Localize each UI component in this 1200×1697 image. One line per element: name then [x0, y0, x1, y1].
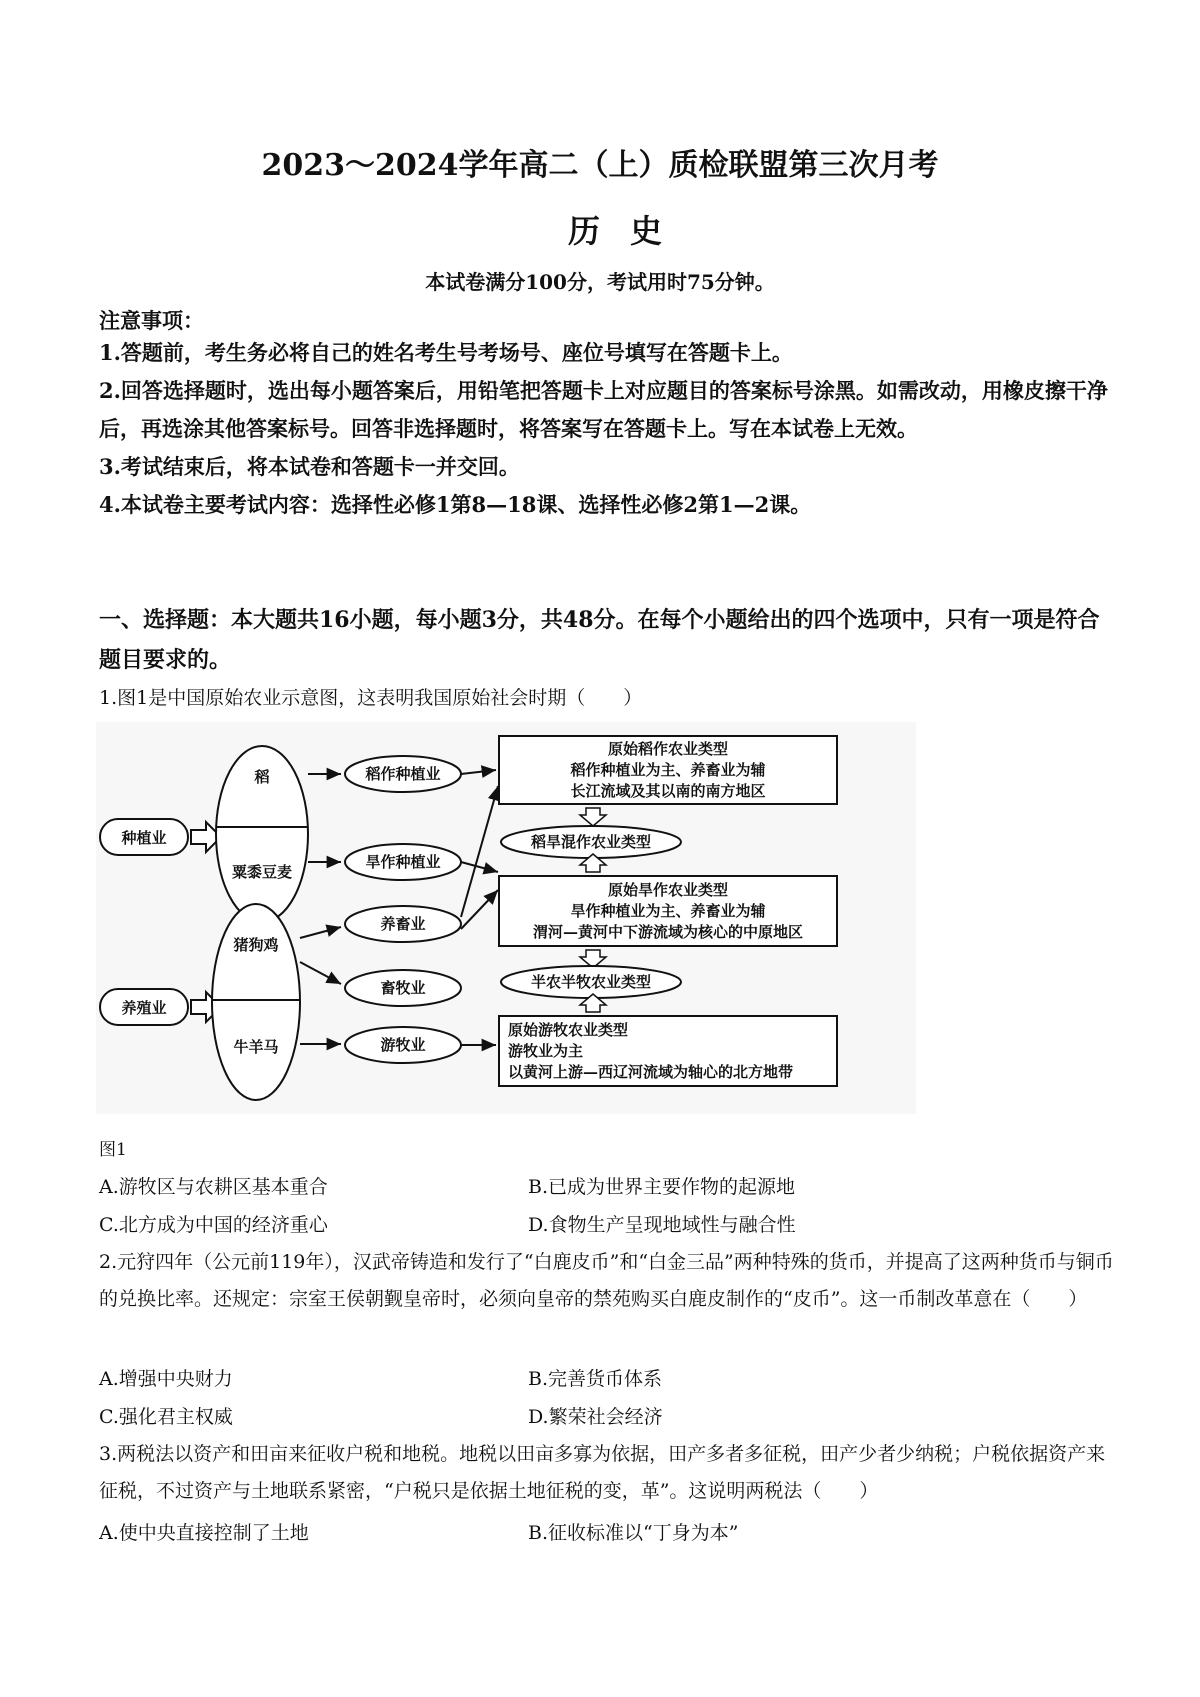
figure-1-diagram — [96, 722, 916, 1114]
q2-stem: 2.元狩四年（公元前119年），汉武帝铸造和发行了“白鹿皮币”和“白金三品”两种特殊的货币，并提高了这两种货币与铜币的兑换比率。还规定：宗室王侯朝觐皇帝时，必须向皇帝的禁苑购买白鹿皮制作的“皮币”。这一币制改革意在（ ） — [99, 1251, 1114, 1310]
notice-item: 4.本试卷主要考试内容：选择性必修1第8—18课、选择性必修2第1—2课。 — [99, 492, 812, 517]
livestock-label: 畜牧业 — [380, 979, 426, 997]
notice-item: 1.答题前，考生务必将自己的姓名考生号考场号、座位号填写在答题卡上。 — [99, 340, 793, 365]
q1-stem: 1.图1是中国原始农业示意图，这表明我国原始社会时期（ ） — [99, 687, 643, 709]
dry-farming-label: 旱作种植业 — [365, 853, 441, 871]
nomadic-label: 游牧业 — [380, 1036, 426, 1054]
planting-label: 种植业 — [121, 829, 167, 847]
q2-option-b: B.完善货币体系 — [528, 1368, 663, 1390]
q3-option-b: B.征收标准以“丁身为本” — [528, 1522, 739, 1544]
husbandry-label: 养畜业 — [380, 915, 426, 933]
box2-line2: 旱作种植业为主、养畜业为辅 — [570, 902, 766, 920]
box2-line1: 原始旱作农业类型 — [607, 881, 729, 899]
q2-option-a: A.增强中央财力 — [99, 1368, 233, 1390]
subject-title: 历史 — [567, 212, 692, 250]
rice-farming-label: 稻作种植业 — [365, 765, 441, 783]
exam-info: 本试卷满分100分，考试用时75分钟。 — [425, 270, 775, 294]
pig-label: 猪狗鸡 — [233, 936, 279, 954]
notice-heading: 注意事项： — [99, 308, 204, 333]
q2-option-c: C.强化君主权威 — [99, 1406, 233, 1428]
notice-list — [99, 334, 1119, 524]
q1-option-d: D.食物生产呈现地域性与融合性 — [528, 1214, 796, 1236]
box2-line3: 渭河—黄河中下游流域为核心的中原地区 — [532, 923, 804, 941]
q3-option-a: A.使中央直接控制了土地 — [99, 1522, 309, 1544]
q1-option-c: C.北方成为中国的经济重心 — [99, 1214, 328, 1236]
figure-1-label: 图1 — [99, 1140, 127, 1160]
box1-line2: 稻作种植业为主、养畜业为辅 — [570, 761, 766, 779]
semi-label: 半农半牧农业类型 — [530, 973, 652, 991]
notice-item: 3.考试结束后，将本试卷和答题卡一并交回。 — [99, 454, 520, 479]
box1-line1: 原始稻作农业类型 — [607, 740, 729, 758]
mixed-label: 稻旱混作农业类型 — [530, 833, 652, 851]
section-heading: 一、选择题：本大题共16小题，每小题3分，共48分。在每个小题给出的四个选项中，只有一项是符合题目要求的。 — [99, 607, 1100, 673]
q1-option-b: B.已成为世界主要作物的起源地 — [528, 1176, 796, 1198]
millet-label: 粟黍豆麦 — [231, 863, 293, 881]
q2-option-d: D.繁荣社会经济 — [528, 1406, 663, 1428]
box3-line1: 原始游牧农业类型 — [508, 1021, 629, 1039]
box3-line3: 以黄河上游—西辽河流域为轴心的北方地带 — [508, 1063, 794, 1081]
notice-item: 2.回答选择题时，选出每小题答案后，用铅笔把答题卡上对应题目的答案标号涂黑。如需改动，用橡皮擦干净后，再选涂其他答案标号。回答非选择题时，将答案写在答题卡上。写在本试卷上无效。 — [99, 378, 1108, 441]
box3-line2: 游牧业为主 — [508, 1042, 584, 1060]
exam-title: 2023～2024学年高二（上）质检联盟第三次月考 — [261, 148, 939, 183]
breeding-label: 养殖业 — [121, 999, 167, 1017]
animal-ellipse — [212, 904, 300, 1100]
box1-line3: 长江流域及其以南的南方地区 — [570, 782, 766, 800]
q1-option-a: A.游牧区与农耕区基本重合 — [99, 1176, 328, 1198]
q3-stem: 3.两税法以资产和田亩来征收户税和地税。地税以田亩多寡为依据，田产多者多征税，田产少者少纳税；户税依据资产来征税，不过资产与土地联系紧密，“户税只是依据土地征税的变，革”。这说明两税法（ ） — [99, 1443, 1106, 1502]
rice-label: 稻 — [254, 768, 270, 786]
cattle-label: 牛羊马 — [233, 1038, 279, 1056]
